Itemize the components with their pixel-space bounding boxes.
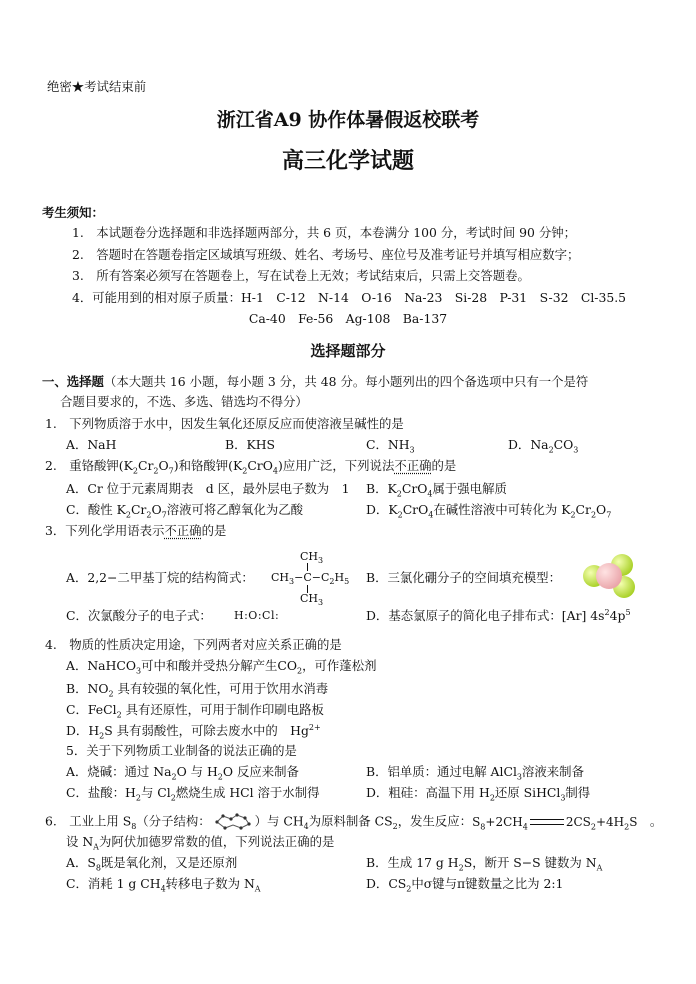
q2-sub-4: 2	[242, 466, 248, 476]
q3-d-sup1: 2	[604, 607, 610, 617]
secret-label: 绝密★考试结束前	[47, 79, 147, 94]
q2-sub-2: 2	[153, 466, 159, 476]
q2-b-sub2: 4	[427, 489, 433, 499]
q2-c-mid2: O	[151, 502, 162, 517]
q4-b-end: 具有较强的氧化性，可用于饮用水消毒	[113, 681, 329, 696]
q4-d-sub: 2	[99, 731, 105, 741]
q6-option-a	[66, 855, 237, 871]
q4-c-pre: C．FeCl	[66, 702, 117, 717]
q2-c-sub2: 2	[146, 510, 152, 520]
q3-struct-top	[300, 550, 323, 564]
q6-eq-arrow	[530, 819, 564, 825]
q5-c-end2: 燃烧生成 HCl 溶于水制得	[175, 785, 320, 800]
q2-d-mid3: Cr	[575, 502, 591, 517]
q5-option-c	[66, 785, 319, 801]
q3-negation: 不正确	[164, 523, 202, 538]
q4-c-sub: 2	[116, 710, 122, 720]
q2-d-pre: D．K	[366, 502, 398, 517]
q4-stem: 4. 物质的性质决定用途，下列两者对应关系正确的是	[45, 637, 342, 652]
q2-d-mid4: O	[596, 502, 607, 517]
q5-c-end: 与 Cl	[140, 785, 171, 800]
q5-b-pre: B．铝单质：通过电解 AlCl	[366, 764, 517, 779]
q2-b-pre: B．K	[366, 481, 397, 496]
q2-stem-pre: 2. 重铬酸钾(K	[45, 458, 133, 473]
q6-b-sub1: 2	[458, 863, 464, 873]
q6-option-c	[66, 876, 261, 892]
q6-eq-left: S	[472, 814, 481, 829]
q6-stem2	[66, 834, 334, 850]
q4-b-pre: B．NO	[66, 681, 109, 696]
q2-d-sub3: 2	[570, 510, 576, 520]
q2-option-c	[66, 502, 303, 518]
q4-d-ion: Hg	[290, 723, 309, 738]
q2-c-mid: Cr	[130, 502, 147, 517]
q6-stem-mid4: ，发生反应：	[397, 813, 473, 829]
section-title: 选择题部分	[310, 342, 386, 360]
q5-d-pre: D．粗硅：高温下用 H	[366, 785, 490, 800]
q3-top-text: CH	[300, 550, 319, 563]
q2-option-d	[366, 502, 611, 518]
q3-option-b: B．三氯化硼分子的空间填充模型：	[366, 570, 561, 585]
q2-c-sub3: 7	[161, 510, 167, 520]
q2-sub-5: 4	[272, 466, 278, 476]
q5-b-end: 溶液来制备	[522, 764, 584, 779]
q6-a-end: 既是氧化剂，又是还原剂	[100, 855, 238, 870]
q5-d-mid: 还原 SiHCl	[494, 785, 561, 800]
q5-a-mid: O 与 H	[176, 764, 218, 779]
part1-label: 一、选择题	[42, 374, 104, 389]
q6-eq-left-sub2: 4	[522, 821, 528, 831]
notice-item-4: 4．可能用到的相对原子质量：H-1 C-12 N-14 O-16 Na-23 Si-28 P-31 S-32 Cl-35.5	[72, 290, 627, 305]
q3-d-pre: D．基态氯原子的简化电子排布式：[Ar] 4s	[366, 608, 605, 623]
q5-a-end: O 反应来制备	[222, 764, 299, 779]
q5-c-pre: C．盐酸：H	[66, 785, 136, 800]
q3-option-a: A．2,2−二甲基丁烷的结构简式：	[66, 570, 254, 585]
q3-struct-mid	[271, 571, 349, 585]
q6-stem-sub3: 2	[392, 821, 398, 831]
q6-eq-right-sub: 2	[590, 821, 596, 831]
q6-eq-right: 2CS	[565, 814, 591, 829]
q6-d-end: 中σ键与π键数量之比为 2:1	[411, 876, 564, 891]
q5-a-pre: A．烧碱：通过 Na	[66, 764, 172, 779]
q3-mid-sub: 3	[289, 577, 295, 587]
q6-stem-sub: 8	[131, 821, 137, 831]
q5-option-d	[366, 785, 590, 801]
q4-a-end2: ，可作蓬松剂	[302, 658, 377, 673]
q3-bot-text: CH	[300, 592, 319, 605]
q6-d-pre: D．CS	[366, 876, 407, 891]
q2-stem-mid4: CrO	[247, 458, 273, 473]
q5-c-sub1: 2	[135, 793, 141, 803]
q3-hclo-electron-formula: H:O:Cl:	[234, 609, 280, 622]
q6-stem2-sub: A	[93, 842, 99, 852]
q6-c-sub1: 4	[160, 884, 166, 894]
q4-option-c	[66, 702, 324, 718]
notice-item-3: 3. 所有答案必须写在答题卷上，写在试卷上无效；考试结束后，只需上交答题卷。	[72, 268, 530, 283]
q3-mid-sub3: 5	[344, 577, 350, 587]
q3-option-d	[366, 608, 631, 624]
q6-stem-mid2: ）与 CH	[254, 813, 304, 829]
q6-a-pre: A．S	[66, 855, 96, 870]
q6-d-sub: 2	[406, 884, 412, 894]
q1-d-sub: 2	[548, 445, 554, 455]
q6-stem-pre: 6. 工业上用 S	[45, 813, 132, 829]
exam-subtitle: 高三化学试题	[281, 148, 414, 174]
q4-a-sub1: 3	[136, 666, 142, 676]
q2-b-sub1: 2	[396, 489, 402, 499]
q6-b-sub2: A	[596, 863, 603, 873]
q3-d-sup2: 5	[625, 607, 631, 617]
q4-d-end: S 具有弱酸性，可除去废水中的	[104, 723, 278, 738]
q1-option-b: B．KHS	[225, 437, 276, 452]
q1-stem: 1. 下列物质溶于水中，因发生氧化还原反应而使溶液呈碱性的是	[45, 416, 404, 431]
q6-stem2-pre: 设 N	[66, 834, 94, 849]
q1-c-text: C．NH	[366, 437, 410, 452]
q3-option-c: C．次氯酸分子的电子式：	[66, 608, 212, 623]
q4-b-sub: 2	[108, 689, 114, 699]
q2-d-sub1: 2	[397, 510, 403, 520]
q5-b-sub: 3	[516, 772, 523, 782]
exam-title: 浙江省A9 协作体暑假返校联考	[216, 109, 480, 131]
q2-stem-end: 的是	[431, 458, 457, 473]
q6-stem-end: 。	[649, 813, 663, 829]
notice-heading: 考生须知：	[42, 205, 104, 220]
q4-d-pre: D．H	[66, 723, 100, 738]
q4-d-ion-sup: 2+	[308, 722, 321, 732]
q6-c-end: 转移电子数为 N	[165, 876, 255, 891]
q2-negation: 不正确	[394, 458, 432, 473]
q6-a-sub: 8	[95, 863, 101, 873]
notice-masses-line2: Ca-40 Fe-56 Ag-108 Ba-137	[248, 311, 448, 326]
q6-b-pre: B．生成 17 g H	[366, 855, 459, 870]
q3-stem-pre: 3．下列化学用语表示	[45, 523, 165, 538]
q2-stem-mid: Cr	[137, 458, 154, 473]
q3-stem	[45, 523, 226, 539]
q1-c-sub: 3	[409, 445, 415, 455]
q2-stem-mid5: )应用广泛，下列说法	[277, 458, 395, 473]
q2-option-a: A．Cr 位于元素周期表 d 区，最外层电子数为 1	[66, 481, 350, 496]
q6-eq-left-sub: 8	[480, 821, 486, 831]
q2-option-b	[366, 481, 507, 497]
q5-d-end: 制得	[565, 785, 591, 800]
q1-d-text: D．Na	[508, 437, 549, 452]
q2-sub-1: 2	[132, 466, 138, 476]
q6-stem-sub2: 4	[303, 821, 309, 831]
q3-d-mid: 4p	[609, 608, 626, 623]
q6-option-b	[366, 855, 602, 871]
part1-heading	[42, 374, 588, 390]
q5-option-b	[366, 764, 584, 780]
q4-option-b	[66, 681, 328, 697]
q5-d-sub1: 2	[489, 793, 495, 803]
q6-eq-right2: +4H	[595, 814, 625, 829]
q6-eq-left2: +2CH	[485, 814, 523, 829]
q2-c-pre: C．酸性 K	[66, 502, 126, 517]
q6-c-pre: C．消耗 1 g CH	[66, 876, 161, 891]
q4-a-pre: A．NaHCO	[66, 658, 137, 673]
part1-desc: （本大题共 16 小题，每小题 3 分，共 48 分。每小题列出的四个备选项中只有一个是符	[103, 374, 589, 389]
q3-stem-end: 的是	[201, 523, 227, 538]
q4-option-a	[66, 658, 376, 674]
q5-a-sub1: 2	[171, 772, 177, 782]
q5-stem: 5．关于下列物质工业制备的说法正确的是	[66, 743, 297, 758]
q4-a-sub2: 2	[297, 666, 303, 676]
q1-d-tail: CO	[553, 437, 574, 452]
q3-bot-sub: 3	[318, 598, 324, 608]
q6-c-sub2: A	[254, 884, 261, 894]
q4-option-d	[66, 723, 321, 739]
q6-equation	[472, 815, 637, 829]
q5-a-sub2: 2	[217, 772, 223, 782]
q2-d-mid2: 在碱性溶液中可转化为 K	[433, 502, 571, 517]
q5-option-a	[66, 764, 299, 780]
q3-bond-up	[307, 563, 308, 571]
q6-stem	[45, 813, 662, 831]
q5-d-sub2: 3	[560, 793, 566, 803]
q4-a-end: 可中和酸并受热分解产生CO	[141, 658, 298, 673]
q6-stem-mid: （分子结构：	[136, 813, 211, 829]
q2-b-mid: CrO	[401, 481, 428, 496]
q3-mid-end: H	[334, 571, 345, 584]
q3-mid-text: CH	[271, 571, 290, 584]
q2-d-sub2: 4	[428, 510, 434, 520]
q2-stem	[45, 458, 456, 474]
q2-d-sub5: 7	[606, 510, 612, 520]
s8-ring-structure-icon	[211, 813, 255, 831]
q1-option-a: A．NaH	[66, 437, 117, 452]
q1-option-c	[366, 437, 415, 453]
q3-mid-dash: −C−C	[294, 571, 330, 584]
q2-d-mid: CrO	[402, 502, 429, 517]
q6-eq-right3: S	[629, 814, 638, 829]
q6-stem-mid3: 为原料制备 CS	[308, 813, 393, 829]
q5-c-sub2: 2	[170, 793, 176, 803]
q6-b-mid: S，断开 S−S 键数为 N	[463, 855, 597, 870]
q2-c-end: 溶液可将乙醇氧化为乙酸	[166, 502, 304, 517]
q2-stem-mid3: )和铬酸钾(K	[173, 458, 243, 473]
q2-b-end: 属于强电解质	[432, 481, 507, 496]
q2-d-sub4: 2	[590, 510, 597, 520]
q3-top-sub: 3	[318, 556, 324, 566]
notice-item-1: 1. 本试题卷分选择题和非选择题两部分，共 6 页，本卷满分 100 分，考试时间 90 分钟；	[72, 225, 577, 240]
q6-stem2-end: 为阿伏加德罗常数的值，下列说法正确的是	[98, 834, 335, 849]
q2-c-sub1: 2	[125, 510, 131, 520]
q1-option-d	[508, 437, 578, 453]
q2-stem-mid2: O	[158, 458, 169, 473]
part1-desc2: 合题目要求的，不选、多选、错选均不得分）	[60, 394, 308, 409]
q6-option-d	[366, 876, 563, 892]
q3-mid-sub2: 2	[329, 577, 335, 587]
q4-c-end: 具有还原性，可用于制作印刷电路板	[121, 702, 324, 717]
q1-d-sub2: 3	[573, 445, 579, 455]
q2-sub-3: 7	[168, 466, 174, 476]
q6-eq-right-sub2: 2	[624, 821, 630, 831]
notice-item-2: 2. 答题时在答题卷指定区域填写班级、姓名、考场号、座位号及准考证号并填写相应数字；	[72, 247, 580, 262]
q3-struct-bottom	[300, 592, 323, 606]
bcl3-space-filling-model-icon	[578, 552, 640, 600]
